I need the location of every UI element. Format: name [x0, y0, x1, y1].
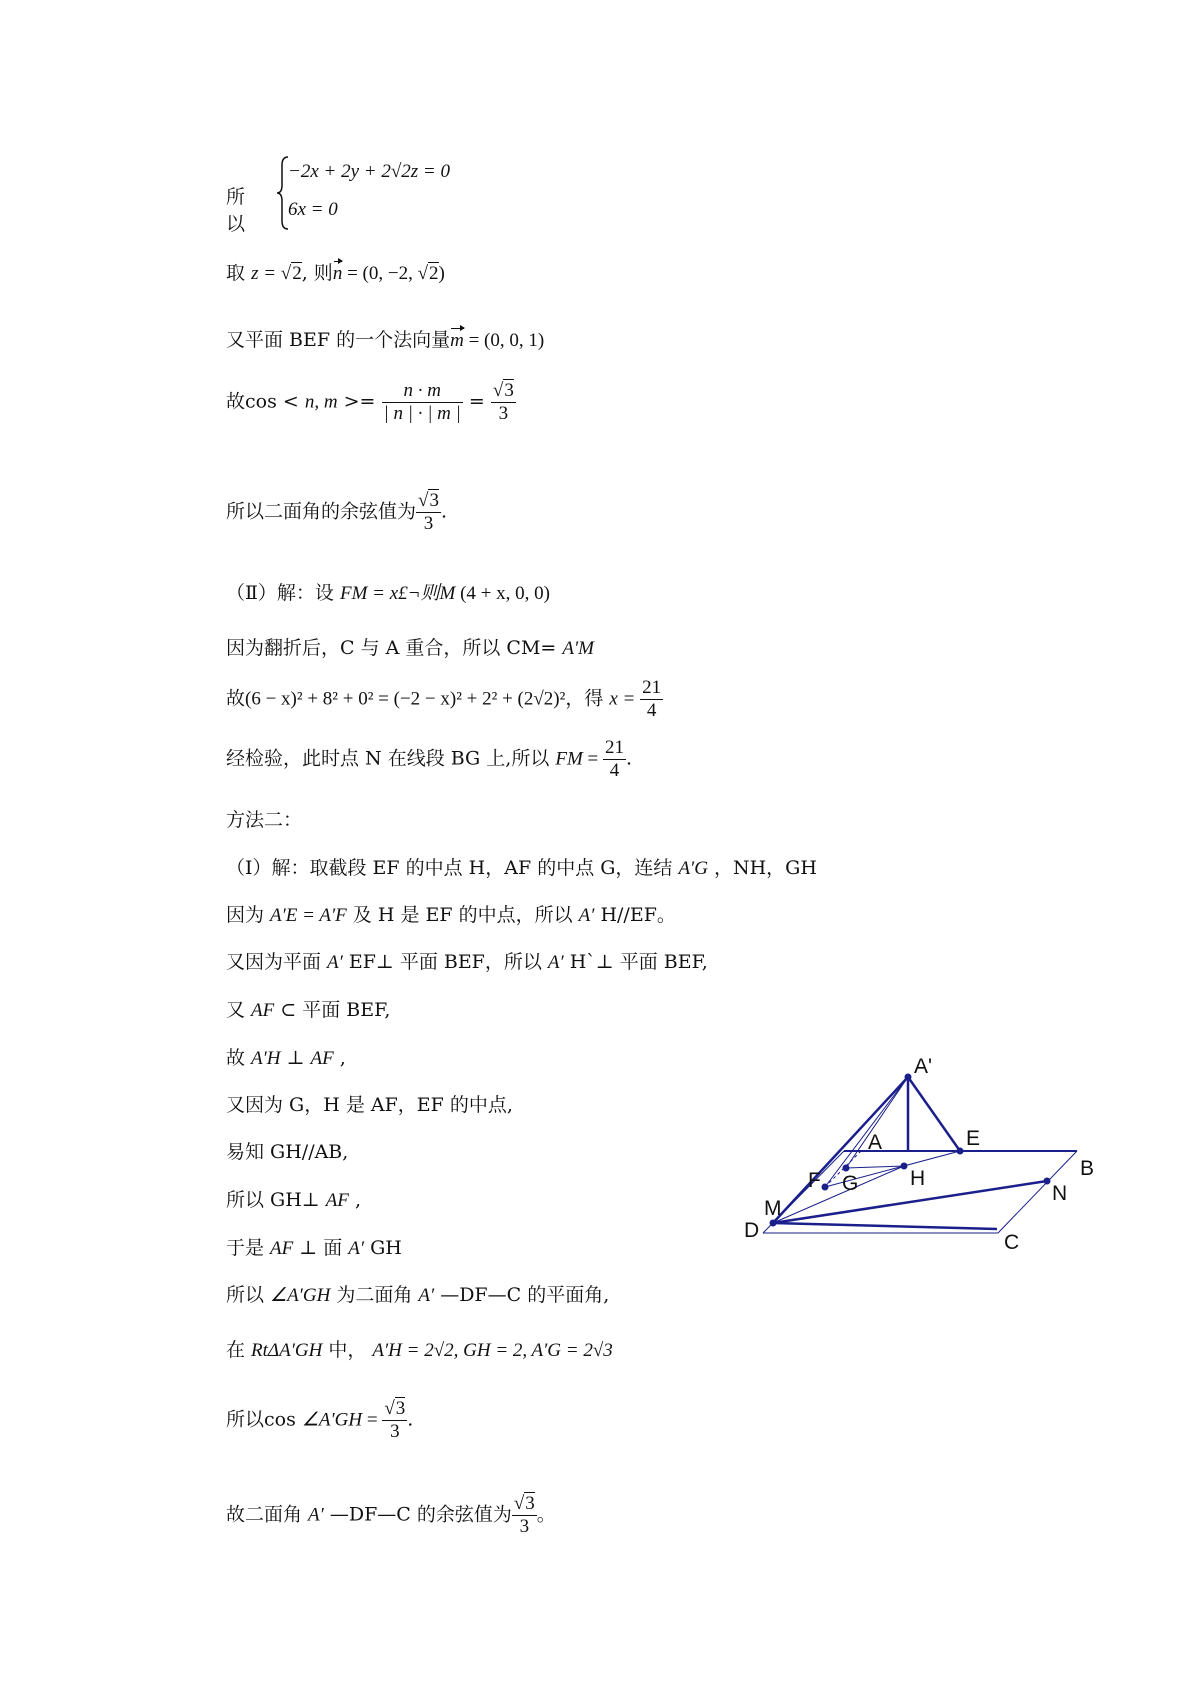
m2-l5-af: AF: [310, 1048, 334, 1069]
point-m: M: [439, 583, 456, 604]
label-H: H: [910, 1167, 926, 1190]
m2-l10-ang: ∠A′GH: [270, 1285, 331, 1306]
m2-l2-b: 及 H 是 EF 的中点，所以: [346, 904, 579, 926]
label-F: F: [808, 1169, 821, 1192]
m2-l13-a: 故二面角: [226, 1503, 309, 1526]
x-num: 21: [642, 677, 662, 698]
label-M: M: [764, 1197, 782, 1220]
m2-l13-end: 。: [536, 1503, 556, 1526]
m2-l2-c: A′: [578, 905, 595, 926]
m2-line6: 又因为 G，H 是 AF，EF 的中点,: [226, 1094, 513, 1116]
check-den: 4: [603, 759, 626, 782]
eq-sep: ，得: [565, 687, 610, 710]
take-z-line: 取 z = √2, 则n = (0, −2, √2): [226, 262, 445, 284]
m2-l13-fraction: $\frac{√3}{3}$: [513, 1493, 535, 1537]
m2-l8-b: ,: [348, 1189, 362, 1211]
m2-l11-c: A′H = 2√2, GH = 2, A′G = 2√3: [372, 1340, 613, 1361]
m2-line13: [226, 1493, 556, 1538]
m2-l5-a: 故: [226, 1047, 252, 1069]
m2-line7: 易知 GH//AB,: [226, 1141, 349, 1163]
label-N: N: [1052, 1182, 1068, 1205]
fm-symbol: FM: [339, 583, 368, 604]
take-pre: 取: [226, 262, 246, 284]
m2-l8-a: 所以 GH⊥: [226, 1189, 326, 1211]
normal-text: 又平面 BEF 的一个法向量: [226, 329, 451, 351]
label-E: E: [966, 1127, 981, 1150]
z-equals: z =: [251, 263, 281, 284]
m2-l12-end: .: [407, 1408, 414, 1431]
then-text: , 则: [301, 262, 333, 284]
cos-result-den: 3: [491, 402, 516, 425]
point-G: [843, 1165, 850, 1172]
m2-l3-a: 又因为平面: [226, 951, 328, 973]
edge-AprimeF: [825, 1077, 908, 1187]
m2-l2-eq: A′E = A′F: [270, 905, 347, 926]
m2-l10-b: 为二面角: [330, 1284, 419, 1306]
m2-l9-af: AF: [270, 1238, 294, 1259]
check-fm: FM: [555, 748, 583, 770]
m2-l4-af: AF: [251, 1000, 275, 1021]
m2-l3-c: A′: [327, 952, 343, 973]
edge-AprimeE: [908, 1077, 960, 1151]
m2-l9-b: ⊥ 面: [293, 1237, 349, 1259]
x-equals: x =: [609, 688, 641, 710]
eq-expression: (6 − x)² + 8² + 0² = (−2 − x)² + 2² + (2√2)²: [245, 688, 566, 710]
check-line: [226, 737, 632, 782]
m2-l10-d: —DF—C 的平面角,: [434, 1284, 610, 1306]
result1-fraction: $\frac{√3}{3}$: [418, 490, 439, 534]
vector-m: m: [450, 330, 464, 351]
edge-MH: [773, 1166, 904, 1223]
m-value: = (0, 0, 1): [463, 330, 545, 351]
x-den: 4: [640, 699, 663, 722]
equation-line: [226, 677, 663, 722]
m2-l12-a: 所以cos: [226, 1408, 302, 1431]
am-symbol: A′M: [562, 638, 594, 659]
sqrt2: 2: [292, 263, 302, 284]
m2-l11-rt: RtΔA′GH: [251, 1340, 323, 1361]
result1-end: .: [440, 500, 447, 523]
m2-l4-a: 又: [226, 999, 252, 1021]
m-coords: (4 + x, 0, 0): [455, 583, 550, 604]
cos-eq: =: [462, 390, 491, 413]
fold-line: [226, 633, 594, 660]
label-Aprime: A': [914, 1055, 933, 1078]
m2-l2-a: 因为: [226, 904, 271, 926]
cos-numerator: n · m: [403, 380, 441, 401]
n-value: = (0, −2,: [342, 263, 418, 284]
m2-line3: [226, 947, 708, 974]
m2-line11: [226, 1335, 613, 1362]
cos-vectors: n, m: [304, 391, 338, 413]
m2-l12-den: 3: [382, 1420, 407, 1443]
m2-l12-fraction: $\frac{√3}{3}$: [384, 1398, 406, 1442]
point-M: [770, 1220, 777, 1227]
paren-close: ): [438, 263, 445, 284]
m2-l5-c: ,: [333, 1047, 346, 1069]
m2-line4: [226, 995, 390, 1022]
label-B: B: [1080, 1157, 1095, 1180]
m2-l13-den: 3: [512, 1515, 537, 1538]
m2-line8: [226, 1185, 361, 1212]
cos-fraction: [382, 380, 463, 425]
m2-l11-a: 在: [226, 1339, 252, 1361]
edge-AprimeG: [846, 1077, 908, 1168]
x-fraction: [640, 677, 663, 722]
m2-l12-eq: =: [362, 1409, 383, 1431]
label-D: D: [744, 1219, 760, 1242]
check-text: 经检验，此时点 N 在线段 BG 上,所以: [226, 747, 556, 770]
m2-l12-num: 3: [395, 1398, 406, 1419]
label-C: C: [1004, 1231, 1020, 1254]
m2-l8-af: AF: [325, 1190, 349, 1211]
point-E: [957, 1148, 964, 1155]
m2-line9: [226, 1233, 402, 1260]
m2-l9-c: A′: [348, 1238, 365, 1259]
point-N: [1044, 1178, 1051, 1185]
m2-l12-ang: ∠A′GH: [301, 1409, 363, 1431]
m2-l3-e: H`⊥ 平面 BEF,: [563, 951, 708, 973]
cos-denominator: | n | · | m |: [383, 403, 461, 424]
result1-den: 3: [416, 512, 441, 535]
system-label: 所以: [226, 186, 246, 235]
check-fraction: [603, 737, 626, 782]
m2-l4-b: ⊂ 平面 BEF,: [274, 999, 391, 1021]
m2-line12: [226, 1398, 413, 1443]
cos-result-num: 3: [504, 380, 514, 401]
m2-l1-a: （Ⅰ）解：取截段 EF 的中点 H，AF 的中点 G，连结: [226, 857, 679, 879]
m2-l10-a: 所以: [226, 1284, 271, 1306]
eq-pre: 故: [226, 687, 246, 710]
normal-vector-line: [226, 325, 544, 352]
m2-l13-c: A′: [308, 1504, 324, 1526]
system-eq1: −2x + 2y + 2√2z = 0: [288, 161, 450, 182]
method2-heading: 方法二：: [226, 809, 303, 831]
point-H: [901, 1163, 908, 1170]
m2-line10: [226, 1280, 609, 1307]
m2-line1: [226, 853, 817, 880]
geometry-figure: [730, 1025, 1120, 1255]
part2-text: （Ⅱ）解：设: [226, 582, 340, 604]
result1-text: 所以二面角的余弦值为: [226, 500, 417, 523]
m2-l5-b: ⊥: [280, 1047, 311, 1069]
m2-l13-num: 3: [525, 1493, 535, 1514]
label-A: A: [868, 1131, 883, 1154]
m2-l2-d: H//EF。: [594, 904, 676, 926]
edge-GH: [846, 1166, 904, 1168]
point-F: [822, 1184, 829, 1191]
check-num: 21: [605, 737, 625, 758]
m2-l9-d: GH: [364, 1237, 402, 1259]
cos-mid: >=: [337, 390, 382, 413]
m2-line5: [226, 1043, 346, 1070]
result1-num: 3: [429, 490, 439, 511]
m2-l3-b: EF⊥ 平面 BEF，所以: [342, 951, 548, 973]
m2-l1-b: ，NH，GH: [707, 857, 817, 879]
edge-MC: [773, 1223, 997, 1229]
check-end: .: [626, 747, 633, 770]
m2-l5-ah: A′H: [251, 1048, 281, 1069]
fold-text: 因为翻折后，C 与 A 重合，所以 CM=: [226, 637, 563, 659]
m2-line2: [226, 900, 676, 927]
m2-l3-d: A′: [547, 952, 564, 973]
vector-n: n: [332, 263, 343, 284]
m2-l1-ag: A′G: [678, 858, 708, 879]
m2-l10-c: A′: [418, 1285, 435, 1306]
label-G: G: [842, 1172, 859, 1195]
m2-l11-b: 中，: [322, 1339, 373, 1361]
point-Aprime: [905, 1074, 912, 1081]
part2-line: [226, 578, 550, 605]
m2-l13-d: —DF—C 的余弦值为: [323, 1503, 512, 1526]
check-eq: =: [582, 748, 604, 770]
system-eq2: 6x = 0: [288, 199, 338, 220]
cos-line: [226, 380, 516, 425]
cos-pre: 故cos <: [226, 390, 305, 413]
result1-line: [226, 490, 447, 535]
m2-l9-a: 于是: [226, 1237, 271, 1259]
cos-result-fraction: $\frac{√3}{3}$: [492, 380, 514, 424]
fm-equals: = x£¬则: [367, 583, 440, 604]
